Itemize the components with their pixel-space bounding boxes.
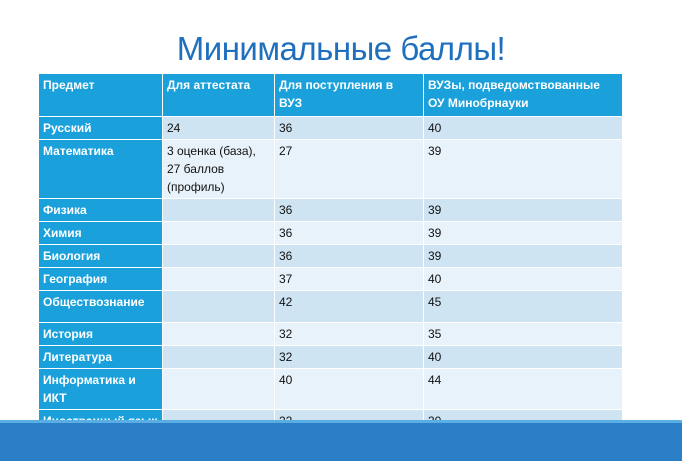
subject-cell: Обществознание: [39, 291, 163, 323]
university-cell: 32: [275, 323, 424, 346]
ministry-cell: 44: [424, 369, 623, 410]
certificate-cell: [163, 245, 275, 268]
university-cell: 36: [275, 199, 424, 222]
table-row: [39, 117, 623, 140]
certificate-cell: [163, 199, 275, 222]
table-row: [39, 291, 623, 323]
ministry-cell: 40: [424, 346, 623, 369]
subject-cell: География: [39, 268, 163, 291]
table-row: [39, 140, 623, 199]
certificate-cell: 3 оценка (база), 27 баллов (профиль): [163, 140, 275, 199]
table-row: [39, 369, 623, 410]
header-ministry-universities: ВУЗы, подведомствованные ОУ Минобрнауки: [424, 74, 623, 117]
certificate-cell: [163, 291, 275, 323]
slide-title: Минимальные баллы!: [176, 30, 506, 67]
ministry-cell: 39: [424, 222, 623, 245]
university-cell: 32: [275, 346, 424, 369]
table-row: [39, 323, 623, 346]
university-cell: 37: [275, 268, 424, 291]
university-cell: 36: [275, 245, 424, 268]
certificate-cell: [163, 222, 275, 245]
header-university-admission: Для поступления в ВУЗ: [275, 74, 424, 117]
subject-cell: Русский: [39, 117, 163, 140]
table-row: [39, 245, 623, 268]
ministry-cell: 39: [424, 199, 623, 222]
subject-cell: Физика: [39, 199, 163, 222]
table-header-row: [39, 74, 623, 117]
certificate-cell: [163, 323, 275, 346]
table-row: [39, 222, 623, 245]
subject-cell: Литература: [39, 346, 163, 369]
table-row: [39, 346, 623, 369]
certificate-cell: [163, 268, 275, 291]
certificate-cell: [163, 346, 275, 369]
university-cell: 27: [275, 140, 424, 199]
header-certificate: Для аттестата: [163, 74, 275, 117]
subject-cell: История: [39, 323, 163, 346]
footer-band: [0, 423, 682, 461]
ministry-cell: 39: [424, 140, 623, 199]
subject-cell: Биология: [39, 245, 163, 268]
table-row: [39, 199, 623, 222]
subject-cell: Химия: [39, 222, 163, 245]
ministry-cell: 39: [424, 245, 623, 268]
ministry-cell: 35: [424, 323, 623, 346]
subject-cell: Информатика и ИКТ: [39, 369, 163, 410]
certificate-cell: 24: [163, 117, 275, 140]
ministry-cell: 40: [424, 268, 623, 291]
university-cell: 36: [275, 117, 424, 140]
subject-cell: Математика: [39, 140, 163, 199]
table-row: [39, 268, 623, 291]
university-cell: 42: [275, 291, 424, 323]
header-subject: Предмет: [39, 74, 163, 117]
ministry-cell: 45: [424, 291, 623, 323]
ministry-cell: 40: [424, 117, 623, 140]
university-cell: 40: [275, 369, 424, 410]
min-scores-table: [38, 73, 623, 442]
certificate-cell: [163, 369, 275, 410]
university-cell: 36: [275, 222, 424, 245]
